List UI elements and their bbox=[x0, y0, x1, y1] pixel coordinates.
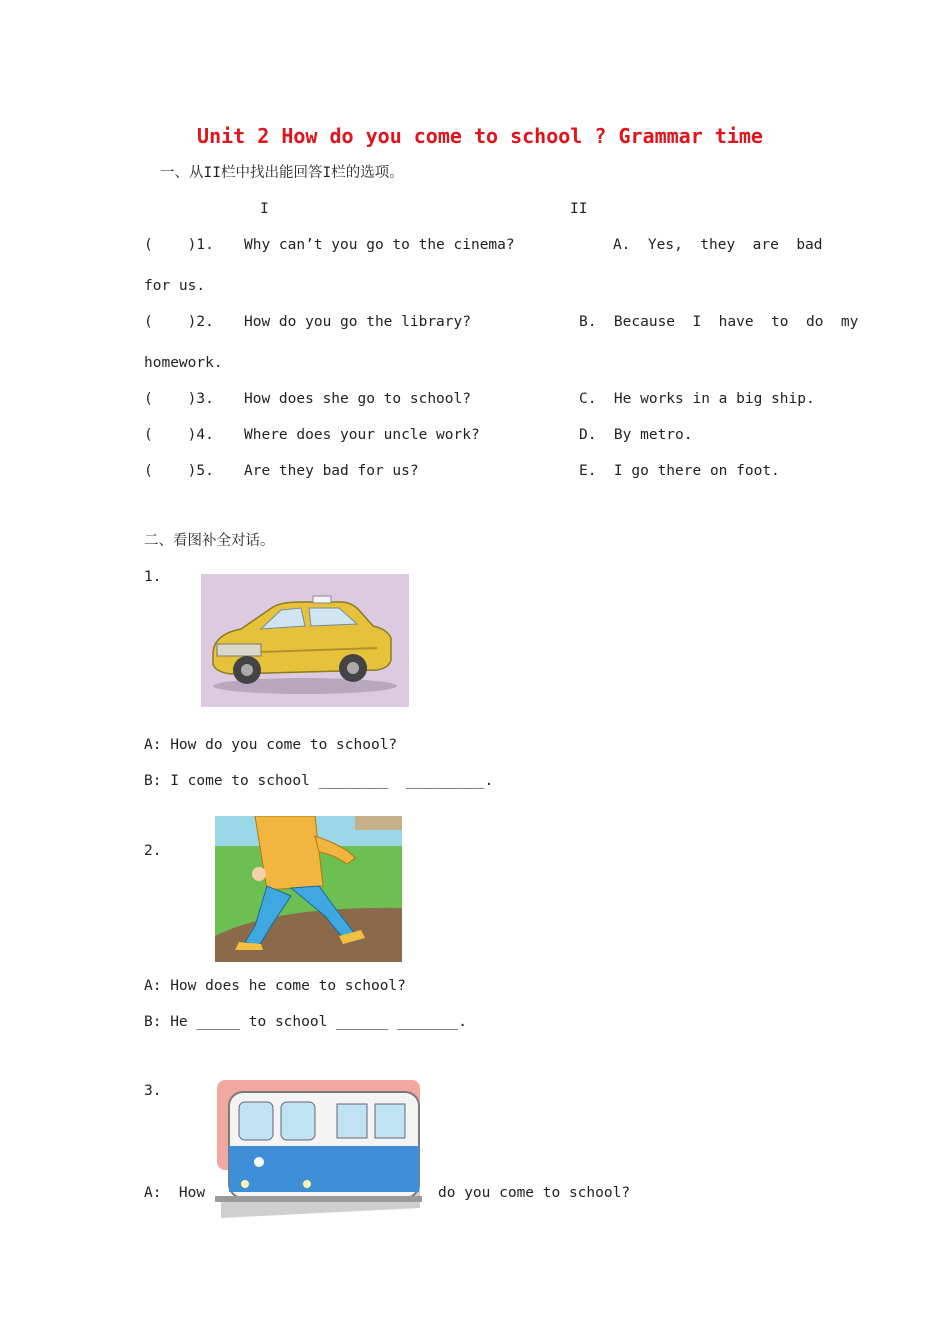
question-5: Are they bad for us? bbox=[244, 463, 419, 479]
question-1: Why can’t you go to the cinema? bbox=[244, 237, 515, 253]
answer-blank-5[interactable]: ( )5. bbox=[144, 463, 214, 479]
item-3-question-start: A: How bbox=[144, 1185, 206, 1201]
walking-image bbox=[215, 816, 402, 962]
metro-image bbox=[215, 1078, 422, 1218]
item-3-number: 3. bbox=[144, 1083, 162, 1099]
page-title: Unit 2 How do you come to school ? Grammar time bbox=[197, 124, 763, 148]
question-3: How does she go to school? bbox=[244, 391, 471, 407]
answer-blank-3[interactable]: ( )3. bbox=[144, 391, 214, 407]
item-2-answer[interactable]: B: He _____ to school ______ _______. bbox=[144, 1014, 468, 1030]
question-2: How do you go the library? bbox=[244, 314, 471, 330]
question-4: Where does your uncle work? bbox=[244, 427, 480, 443]
option-a-cont: for us. bbox=[144, 278, 206, 294]
item-1-answer[interactable]: B: I come to school ________ _________. bbox=[144, 773, 494, 789]
item-1-question: A: How do you come to school? bbox=[144, 737, 398, 753]
item-1-number: 1. bbox=[144, 569, 162, 585]
item-2-question: A: How does he come to school? bbox=[144, 978, 406, 994]
section1-heading: 一、从II栏中找出能回答I栏的选项。 bbox=[160, 165, 404, 181]
column-ii-header: II bbox=[570, 201, 588, 217]
option-d: D. By metro. bbox=[579, 427, 693, 443]
answer-blank-1[interactable]: ( )1. bbox=[144, 237, 214, 253]
option-b-cont: homework. bbox=[144, 355, 223, 371]
section2-heading: 二、看图补全对话。 bbox=[144, 533, 275, 549]
taxi-image bbox=[201, 574, 409, 707]
item-2-number: 2. bbox=[144, 843, 162, 859]
option-e: E. I go there on foot. bbox=[579, 463, 780, 479]
option-b: B. Because I have to do my bbox=[579, 314, 859, 330]
column-i-header: I bbox=[260, 201, 269, 217]
item-3-question-end: do you come to school? bbox=[438, 1185, 631, 1201]
option-a: A. Yes, they are bad bbox=[613, 237, 823, 253]
option-c: C. He works in a big ship. bbox=[579, 391, 815, 407]
answer-blank-2[interactable]: ( )2. bbox=[144, 314, 214, 330]
answer-blank-4[interactable]: ( )4. bbox=[144, 427, 214, 443]
